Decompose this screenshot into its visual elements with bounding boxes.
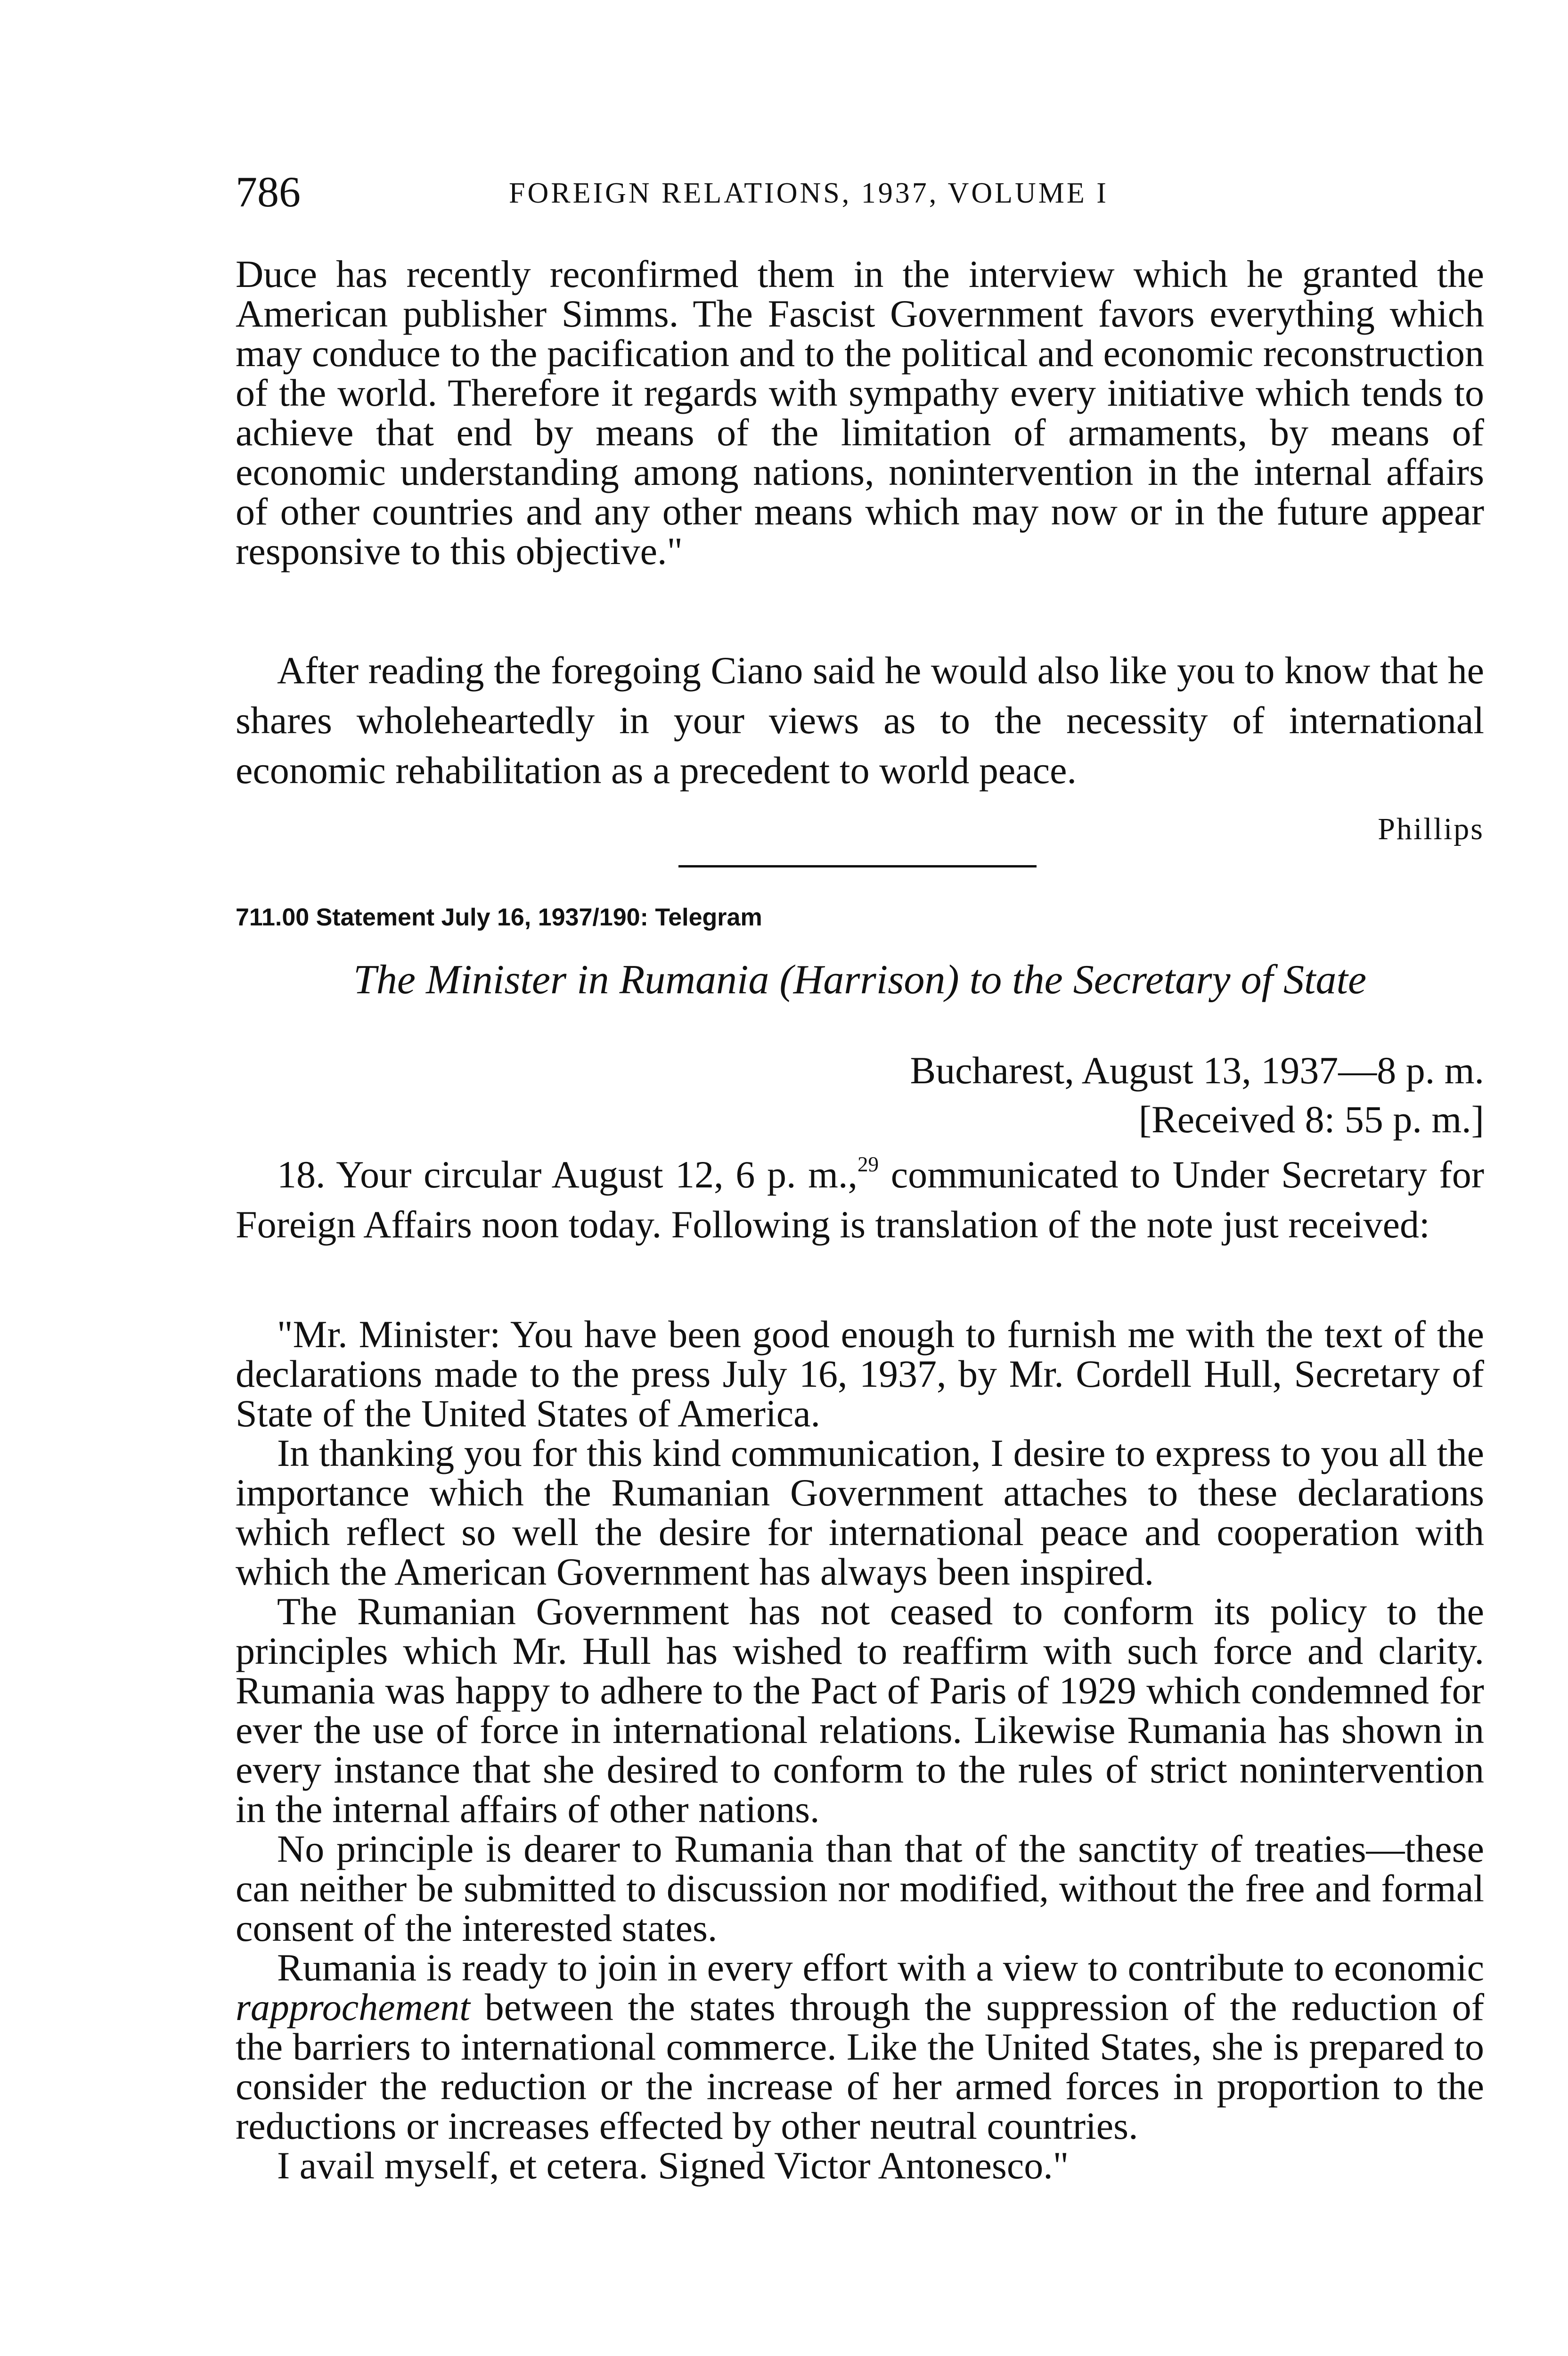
note-paragraph: I avail myself, et cetera. Signed Victor Antonesco." xyxy=(277,2144,1069,2187)
page-header xyxy=(236,166,1484,218)
note-paragraph: In thanking you for this kind communication, I desire to express to you all the importance which the Rumanian Government attaches to these declarations which reflect so well the desire for international peace and cooperation with which the American Government has always been inspired. xyxy=(236,1432,1484,1593)
note-paragraph: "Mr. Minister: You have been good enough to furnish me with the text of the declarations made to the press July 16, 1937, by Mr. Cordell Hull, Secretary of State of the United States of America. xyxy=(236,1313,1484,1435)
signature-phillips: Phillips xyxy=(1378,812,1484,846)
page-number: 786 xyxy=(236,168,301,216)
intro-after-note: communicated to Under Secretary for Foreign Affairs noon today. Following is translation of the note just received: xyxy=(236,1153,1484,1246)
continued-quote-text: Duce has recently reconfirmed them in the interview which he granted the American publisher Simms. The Fascist Government favors everything which may conduce to the pacification and to the political and economic reconstruction of the world. Therefore it regards with sympathy every initiative which tends to achieve that end by means of the limitation of armaments, by means of economic understanding among nations, nonintervention in the internal affairs of other countries and any other means which may now or in the future appear responsive to this objective." xyxy=(236,253,1484,573)
document-title: The Minister in Rumania (Harrison) to the Secretary of State xyxy=(353,957,1367,1003)
telegram-intro xyxy=(236,1150,1484,1250)
note-paragraph xyxy=(236,1948,1484,2146)
closing-paragraph xyxy=(236,646,1484,795)
section-divider xyxy=(678,865,1037,867)
continued-quote xyxy=(236,254,1484,571)
footnote-reference: 29 xyxy=(857,1153,879,1177)
note-italic-term: rapprochement xyxy=(236,1986,470,2029)
closing-paragraph-text: After reading the foregoing Ciano said he would also like you to know that he shares wholeheartedly in your views as to the necessity of international economic rehabilitation as a precedent to world peace. xyxy=(236,649,1484,792)
translated-note xyxy=(236,1315,1484,2185)
intro-before-note: 18. Your circular August 12, 6 p. m., xyxy=(277,1153,858,1196)
note-text: Rumania is ready to join in every effort with a view to contribute to economic xyxy=(277,1946,1484,1989)
dateline: Bucharest, August 13, 1937—8 p. m. xyxy=(910,1049,1484,1092)
file-reference: 711.00 Statement July 16, 1937/190: Telegram xyxy=(236,904,762,931)
note-paragraph: The Rumanian Government has not ceased to conform its policy to the principles which Mr. Hull has wished to reaffirm with such force and clarity. Rumania was happy to adhere to the Pact of Paris of 1929 which condemned for ever the use of force in international relations. Likewise Rumania has shown in every instance that she desired to conform to the rules of strict nonintervention in the internal affairs of other nations. xyxy=(236,1590,1484,1831)
note-paragraph: No principle is dearer to Rumania than that of the sanctity of treaties—these can neither be submitted to discussion nor modified, without the free and formal consent of the interested states. xyxy=(236,1827,1484,1949)
running-head: FOREIGN RELATIONS, 1937, VOLUME I xyxy=(509,177,1109,209)
telegram-intro-text xyxy=(236,1150,1484,1250)
received-line: [Received 8: 55 p. m.] xyxy=(1138,1098,1484,1141)
note-text: between the states through the suppression of the reduction of the barriers to international commerce. Like the United States, she is prepared to consider the reduction or the increase of her armed forces in proportion to the reductions or increases effected by other neutral countries. xyxy=(236,1986,1484,2147)
